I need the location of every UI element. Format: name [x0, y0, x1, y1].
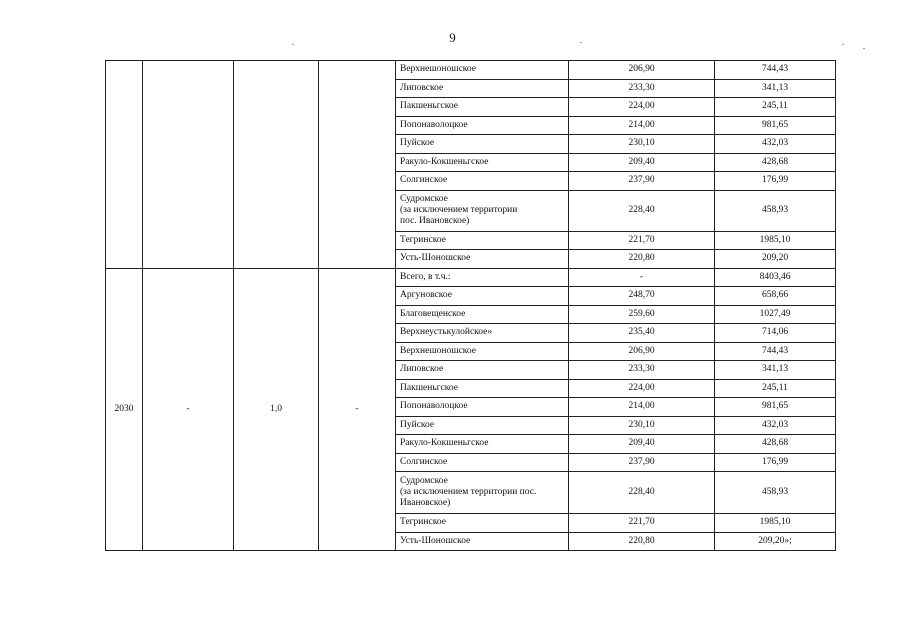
value-1: 209,40 [569, 153, 715, 172]
value-1: 233,30 [569, 361, 715, 380]
value-2: 1027,49 [715, 305, 836, 324]
value-1: 228,40 [569, 472, 715, 514]
value-2: 341,13 [715, 361, 836, 380]
value-1: 214,00 [569, 398, 715, 417]
settlement-name: Верхнеустькулойское» [396, 324, 569, 343]
value-2: 245,11 [715, 98, 836, 117]
settlement-name: Аргуновское [396, 287, 569, 306]
settlement-name: Тегринское [396, 231, 569, 250]
value-2: 432,03 [715, 416, 836, 435]
settlement-name: Усть-Шоношское [396, 532, 569, 551]
value-2: 209,20 [715, 250, 836, 269]
value-1: - [569, 268, 715, 287]
col2-cell: - [143, 268, 234, 551]
value-2: 1985,10 [715, 231, 836, 250]
value-1: 235,40 [569, 324, 715, 343]
empty-cell [234, 61, 319, 269]
settlement-name: Усть-Шоношское [396, 250, 569, 269]
value-1: 248,70 [569, 287, 715, 306]
value-2: 658,66 [715, 287, 836, 306]
settlement-name: Судромское (за исключением территории пос. Ивановское) [396, 472, 569, 514]
value-2: 1985,10 [715, 514, 836, 533]
value-2: 744,43 [715, 342, 836, 361]
empty-cell [319, 61, 396, 269]
scan-speck [842, 44, 844, 45]
value-1: 259,60 [569, 305, 715, 324]
settlement-name: Попонаволоцкое [396, 116, 569, 135]
value-1: 237,90 [569, 453, 715, 472]
settlement-name: Верхнешоношское [396, 61, 569, 80]
value-2: 341,13 [715, 79, 836, 98]
settlement-name: Верхнешоношское [396, 342, 569, 361]
value-2: 428,68 [715, 435, 836, 454]
value-1: 206,90 [569, 342, 715, 361]
settlement-name: Ракуло-Кокшеньгское [396, 435, 569, 454]
value-1: 224,00 [569, 379, 715, 398]
col3-cell: 1,0 [234, 268, 319, 551]
value-1: 220,80 [569, 532, 715, 551]
value-1: 206,90 [569, 61, 715, 80]
value-1: 224,00 [569, 98, 715, 117]
value-2: 744,43 [715, 61, 836, 80]
value-2: 176,99 [715, 453, 836, 472]
settlement-name: Ракуло-Кокшеньгское [396, 153, 569, 172]
settlement-name: Липовское [396, 361, 569, 380]
value-2: 458,93 [715, 472, 836, 514]
settlement-name: Солгинское [396, 172, 569, 191]
settlement-name: Благовещенское [396, 305, 569, 324]
col4-cell: - [319, 268, 396, 551]
value-2: 209,20»; [715, 532, 836, 551]
table-row [106, 61, 836, 80]
value-1: 237,90 [569, 172, 715, 191]
table-row [106, 268, 836, 287]
value-1: 209,40 [569, 435, 715, 454]
settlement-name: Пуйское [396, 135, 569, 154]
settlement-name: Попонаволоцкое [396, 398, 569, 417]
empty-cell [143, 61, 234, 269]
value-1: 221,70 [569, 231, 715, 250]
value-2: 245,11 [715, 379, 836, 398]
value-1: 228,40 [569, 190, 715, 231]
value-1: 233,30 [569, 79, 715, 98]
value-2: 428,68 [715, 153, 836, 172]
settlement-name: Пуйское [396, 416, 569, 435]
value-2: 432,03 [715, 135, 836, 154]
year-cell: 2030 [106, 268, 143, 551]
empty-cell [106, 61, 143, 269]
value-2: 981,65 [715, 398, 836, 417]
value-2: 8403,46 [715, 268, 836, 287]
page-number: 9 [449, 30, 456, 45]
scan-speck [863, 48, 865, 49]
settlement-name: Тегринское [396, 514, 569, 533]
settlement-name: Липовское [396, 79, 569, 98]
value-1: 214,00 [569, 116, 715, 135]
value-2: 714,06 [715, 324, 836, 343]
settlement-name: Пакшеньгское [396, 379, 569, 398]
value-2: 458,93 [715, 190, 836, 231]
value-1: 230,10 [569, 416, 715, 435]
settlements-table [105, 60, 836, 551]
value-1: 221,70 [569, 514, 715, 533]
settlement-name: Всего, в т.ч.: [396, 268, 569, 287]
value-2: 176,99 [715, 172, 836, 191]
value-1: 230,10 [569, 135, 715, 154]
scan-speck [580, 42, 582, 43]
settlement-name: Судромское (за исключением территории пос. Ивановское) [396, 190, 569, 231]
value-1: 220,80 [569, 250, 715, 269]
value-2: 981,65 [715, 116, 836, 135]
scan-speck [292, 44, 294, 45]
settlement-name: Пакшеньгское [396, 98, 569, 117]
settlement-name: Солгинское [396, 453, 569, 472]
